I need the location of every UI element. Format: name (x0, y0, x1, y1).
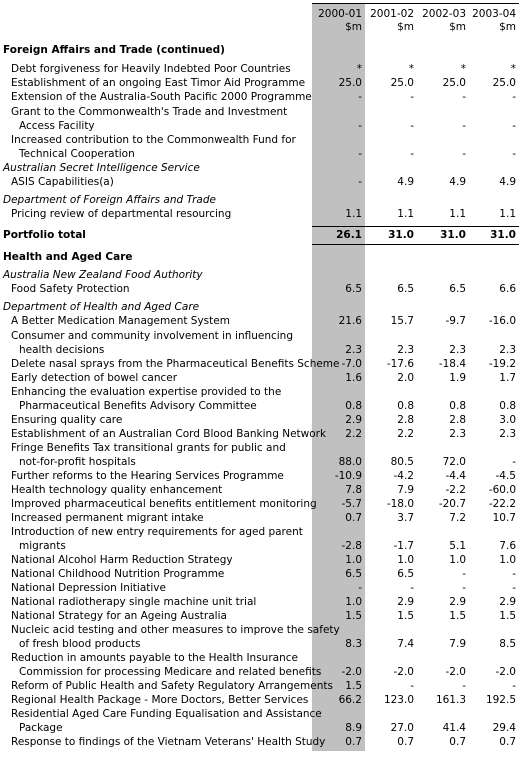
table-row (0, 106, 519, 120)
cell-2001-02: - (410, 680, 414, 692)
table-row (0, 414, 519, 428)
cell-2001-02: 1.1 (397, 208, 414, 220)
cell-2003-04: -22.2 (488, 498, 516, 510)
cell-2000-01: 2.2 (345, 428, 362, 440)
cell-2001-02: -2.0 (393, 666, 414, 678)
column-year: 2001-02 (370, 8, 414, 20)
cell-2003-04: - (512, 680, 516, 692)
column-header-2001-02 (360, 8, 414, 34)
row-label: Increased contribution to the Commonwealth Fund for (11, 134, 296, 146)
column-header-2002-03 (412, 8, 466, 34)
row-label: Establishment of an ongoing East Timor Aid Programme (11, 77, 306, 89)
column-unit: $m (397, 21, 414, 33)
cell-2000-01: 8.3 (345, 638, 362, 650)
table-row (0, 208, 519, 222)
table-row (0, 722, 519, 736)
table-row (0, 554, 519, 568)
table-row (0, 120, 519, 134)
cell-2003-04: 2.9 (499, 596, 516, 608)
cell-2003-04: 0.8 (499, 400, 516, 412)
table-row (0, 77, 519, 91)
cell-2000-01: 88.0 (338, 456, 362, 468)
cell-2002-03: 31.0 (440, 229, 466, 241)
row-label: Reduction in amounts payable to the Health Insurance (11, 652, 298, 664)
row-label: National Childhood Nutrition Programme (11, 568, 225, 580)
cell-2002-03: 7.9 (449, 638, 466, 650)
section-heading-row (0, 251, 519, 265)
cell-2000-01: -2.8 (341, 540, 362, 552)
row-label: Foreign Affairs and Trade (continued) (3, 44, 225, 56)
cell-2001-02: 0.7 (397, 736, 414, 748)
cell-2001-02: 6.5 (397, 283, 414, 295)
row-label: Establishment of an Australian Cord Blood Banking Network (11, 428, 327, 440)
cell-2002-03: -4.4 (445, 470, 466, 482)
cell-2000-01: - (358, 176, 362, 188)
cell-2000-01: 6.5 (345, 283, 362, 295)
cell-2000-01: 8.9 (345, 722, 362, 734)
row-label: Consumer and community involvement in influencing (11, 330, 293, 342)
cell-2002-03: 5.1 (449, 540, 466, 552)
total-rule-top (312, 226, 519, 227)
row-label: Department of Foreign Affairs and Trade (3, 194, 216, 206)
cell-2003-04: 2.3 (499, 344, 516, 356)
table-row (0, 386, 519, 400)
cell-2000-01: 2.9 (345, 414, 362, 426)
cell-2002-03: 2.3 (449, 344, 466, 356)
row-label: Access Facility (19, 120, 95, 132)
row-label: National radiotherapy single machine unit trial (11, 596, 257, 608)
cell-2001-02: 2.0 (397, 372, 414, 384)
cell-2000-01: 1.5 (345, 680, 362, 692)
row-label: Package (19, 722, 63, 734)
row-label: not-for-profit hospitals (19, 456, 136, 468)
cell-2001-02: 27.0 (390, 722, 414, 734)
row-label: Department of Health and Aged Care (3, 301, 200, 313)
cell-2002-03: 25.0 (442, 77, 466, 89)
row-label: Early detection of bowel cancer (11, 372, 178, 384)
cell-2001-02: - (410, 582, 414, 594)
cell-2001-02: 6.5 (397, 568, 414, 580)
cell-2000-01: -5.7 (341, 498, 362, 510)
cell-2003-04: 1.1 (499, 208, 516, 220)
row-label: Commission for processing Medicare and related benefits (19, 666, 322, 678)
row-label: Improved pharmaceutical benefits entitlement monitoring (11, 498, 317, 510)
row-label: health decisions (19, 344, 105, 356)
cell-2000-01: * (356, 63, 362, 75)
cell-2001-02: 2.9 (397, 596, 414, 608)
cell-2001-02: 1.5 (397, 610, 414, 622)
row-label: ASIS Capabilities(a) (11, 176, 114, 188)
row-label: Fringe Benefits Tax transitional grants for public and (11, 442, 286, 454)
table-row (0, 330, 519, 344)
row-label: Ensuring quality care (11, 414, 123, 426)
row-label: Increased permanent migrant intake (11, 512, 204, 524)
cell-2001-02: 7.4 (397, 638, 414, 650)
row-label: A Better Medication Management System (11, 315, 230, 327)
cell-2003-04: - (512, 582, 516, 594)
cell-2002-03: - (462, 120, 466, 132)
cell-2001-02: 3.7 (397, 512, 414, 524)
table-row (0, 400, 519, 414)
table-row (0, 442, 519, 456)
column-header-2000-01 (308, 8, 362, 34)
row-label: Pricing review of departmental resourcing (11, 208, 232, 220)
column-header-2003-04 (462, 8, 516, 34)
row-label: of fresh blood products (19, 638, 141, 650)
cell-2001-02: 0.8 (397, 400, 414, 412)
cell-2002-03: 1.0 (449, 554, 466, 566)
table-row (0, 582, 519, 596)
row-label: Response to findings of the Vietnam Veterans' Health Study (11, 736, 326, 748)
column-unit: $m (499, 21, 516, 33)
column-year: 2003-04 (472, 8, 516, 20)
row-label: National Strategy for an Ageing Australia (11, 610, 227, 622)
cell-2002-03: 1.5 (449, 610, 466, 622)
table-row (0, 283, 519, 297)
cell-2002-03: 1.1 (449, 208, 466, 220)
cell-2001-02: * (408, 63, 414, 75)
cell-2002-03: -18.4 (438, 358, 466, 370)
cell-2001-02: 1.0 (397, 554, 414, 566)
table-row (0, 63, 519, 77)
cell-2003-04: - (512, 91, 516, 103)
row-label: Further reforms to the Hearing Services Programme (11, 470, 284, 482)
total-rule-bottom (312, 244, 519, 245)
portfolio-total-row (0, 229, 519, 243)
cell-2000-01: 2.3 (345, 344, 362, 356)
row-label: Enhancing the evaluation expertise provided to the (11, 386, 282, 398)
cell-2003-04: 6.6 (499, 283, 516, 295)
cell-2002-03: 6.5 (449, 283, 466, 295)
row-label: National Depression Initiative (11, 582, 166, 594)
table-row (0, 456, 519, 470)
row-label: Debt forgiveness for Heavily Indebted Poor Countries (11, 63, 291, 75)
table-row (0, 540, 519, 554)
agency-heading-row (0, 269, 519, 283)
cell-2002-03: 2.8 (449, 414, 466, 426)
cell-2002-03: 161.3 (435, 694, 466, 706)
cell-2000-01: 1.0 (345, 596, 362, 608)
row-label: Pharmaceutical Benefits Advisory Committee (19, 400, 257, 412)
cell-2003-04: - (512, 120, 516, 132)
table-row (0, 484, 519, 498)
column-year: 2002-03 (422, 8, 466, 20)
cell-2001-02: 123.0 (383, 694, 414, 706)
row-label: Introduction of new entry requirements for aged parent (11, 526, 303, 538)
cell-2001-02: 7.9 (397, 484, 414, 496)
cell-2002-03: - (462, 91, 466, 103)
cell-2003-04: * (510, 63, 516, 75)
cell-2003-04: 10.7 (492, 512, 516, 524)
cell-2002-03: 0.8 (449, 400, 466, 412)
cell-2003-04: - (512, 456, 516, 468)
row-label: National Alcohol Harm Reduction Strategy (11, 554, 233, 566)
row-label: Reform of Public Health and Safety Regulatory Arrangements (11, 680, 333, 692)
cell-2000-01: 1.1 (345, 208, 362, 220)
cell-2003-04: 1.0 (499, 554, 516, 566)
cell-2003-04: -16.0 (488, 315, 516, 327)
row-label: Australia New Zealand Food Authority (3, 269, 203, 281)
cell-2003-04: - (512, 568, 516, 580)
row-label: Australian Secret Intelligence Service (3, 162, 200, 174)
cell-2000-01: - (358, 582, 362, 594)
table-row (0, 610, 519, 624)
cell-2000-01: 1.6 (345, 372, 362, 384)
cell-2001-02: - (410, 91, 414, 103)
cell-2000-01: -7.0 (341, 358, 362, 370)
cell-2000-01: 21.6 (338, 315, 362, 327)
agency-heading-row (0, 162, 519, 176)
cell-2003-04: 25.0 (492, 77, 516, 89)
row-label: Portfolio total (3, 229, 86, 241)
cell-2001-02: 2.2 (397, 428, 414, 440)
cell-2003-04: 4.9 (499, 176, 516, 188)
cell-2000-01: 7.8 (345, 484, 362, 496)
cell-2000-01: 1.5 (345, 610, 362, 622)
cell-2001-02: 15.7 (390, 315, 414, 327)
table-row (0, 596, 519, 610)
agency-heading-row (0, 301, 519, 315)
cell-2002-03: 4.9 (449, 176, 466, 188)
row-label: migrants (19, 540, 66, 552)
cell-2002-03: 0.7 (449, 736, 466, 748)
cell-2002-03: 72.0 (442, 456, 466, 468)
table-row (0, 176, 519, 190)
cell-2000-01: -2.0 (341, 666, 362, 678)
agency-heading-row (0, 194, 519, 208)
cell-2002-03: -9.7 (445, 315, 466, 327)
column-unit: $m (449, 21, 466, 33)
cell-2003-04: 2.3 (499, 428, 516, 440)
cell-2002-03: 1.9 (449, 372, 466, 384)
row-label: Regional Health Package - More Doctors, Better Services (11, 694, 309, 706)
table-row (0, 512, 519, 526)
cell-2001-02: -1.7 (393, 540, 414, 552)
cell-2003-04: -4.5 (495, 470, 516, 482)
cell-2002-03: -2.0 (445, 666, 466, 678)
cell-2002-03: 7.2 (449, 512, 466, 524)
cell-2003-04: 1.5 (499, 610, 516, 622)
cell-2003-04: 3.0 (499, 414, 516, 426)
table-row (0, 568, 519, 582)
cell-2000-01: 1.0 (345, 554, 362, 566)
table-row (0, 666, 519, 680)
table-row (0, 91, 519, 105)
cell-2003-04: 7.6 (499, 540, 516, 552)
cell-2002-03: * (460, 63, 466, 75)
table-row (0, 526, 519, 540)
table-row (0, 652, 519, 666)
cell-2003-04: 1.7 (499, 372, 516, 384)
table-row (0, 344, 519, 358)
cell-2001-02: 2.8 (397, 414, 414, 426)
row-label: Grant to the Commonwealth's Trade and Investment (11, 106, 288, 118)
cell-2003-04: 192.5 (485, 694, 516, 706)
row-label: Technical Cooperation (19, 148, 135, 160)
cell-2003-04: -19.2 (488, 358, 516, 370)
table-top-rule (312, 3, 519, 4)
table-row (0, 372, 519, 386)
cell-2000-01: 0.7 (345, 512, 362, 524)
column-year: 2000-01 (318, 8, 362, 20)
cell-2000-01: 66.2 (338, 694, 362, 706)
table-row (0, 358, 519, 372)
table-row (0, 428, 519, 442)
cell-2002-03: 41.4 (442, 722, 466, 734)
cell-2002-03: - (462, 582, 466, 594)
cell-2003-04: - (512, 148, 516, 160)
cell-2000-01: 6.5 (345, 568, 362, 580)
cell-2000-01: 25.0 (338, 77, 362, 89)
table-row (0, 315, 519, 329)
cell-2001-02: - (410, 148, 414, 160)
cell-2001-02: 25.0 (390, 77, 414, 89)
cell-2002-03: -20.7 (438, 498, 466, 510)
cell-2003-04: -60.0 (488, 484, 516, 496)
cell-2000-01: 26.1 (336, 229, 362, 241)
row-label: Health technology quality enhancement (11, 484, 223, 496)
cell-2002-03: - (462, 680, 466, 692)
cell-2000-01: -10.9 (334, 470, 362, 482)
cell-2000-01: - (358, 120, 362, 132)
row-label: Delete nasal sprays from the Pharmaceutical Benefits Scheme (11, 358, 340, 370)
cell-2001-02: - (410, 120, 414, 132)
cell-2001-02: 80.5 (390, 456, 414, 468)
row-label: Health and Aged Care (3, 251, 133, 263)
cell-2003-04: 8.5 (499, 638, 516, 650)
cell-2003-04: 29.4 (492, 722, 516, 734)
cell-2003-04: 31.0 (490, 229, 516, 241)
cell-2001-02: 2.3 (397, 344, 414, 356)
cell-2003-04: 0.7 (499, 736, 516, 748)
table-row (0, 694, 519, 708)
cell-2001-02: 31.0 (388, 229, 414, 241)
table-row (0, 470, 519, 484)
cell-2001-02: -18.0 (386, 498, 414, 510)
column-header-row (0, 8, 519, 36)
cell-2000-01: - (358, 91, 362, 103)
row-label: Residential Aged Care Funding Equalisation and Assistance (11, 708, 322, 720)
cell-2001-02: 4.9 (397, 176, 414, 188)
cell-2000-01: 0.7 (345, 736, 362, 748)
row-label: Nucleic acid testing and other measures to improve the safety (11, 624, 340, 636)
cell-2002-03: 2.3 (449, 428, 466, 440)
table-row (0, 680, 519, 694)
cell-2002-03: - (462, 148, 466, 160)
table-row (0, 736, 519, 750)
cell-2001-02: -4.2 (393, 470, 414, 482)
section-heading-row (0, 44, 519, 58)
table-row (0, 498, 519, 512)
table-row (0, 148, 519, 162)
cell-2001-02: -17.6 (386, 358, 414, 370)
cell-2000-01: 0.8 (345, 400, 362, 412)
table-row (0, 638, 519, 652)
table-row (0, 624, 519, 638)
table-row (0, 708, 519, 722)
cell-2002-03: 2.9 (449, 596, 466, 608)
column-unit: $m (345, 21, 362, 33)
cell-2003-04: -2.0 (495, 666, 516, 678)
row-label: Extension of the Australia-South Pacific 2000 Programme (11, 91, 312, 103)
cell-2000-01: - (358, 148, 362, 160)
table-row (0, 134, 519, 148)
cell-2002-03: - (462, 568, 466, 580)
cell-2002-03: -2.2 (445, 484, 466, 496)
row-label: Food Safety Protection (11, 283, 130, 295)
